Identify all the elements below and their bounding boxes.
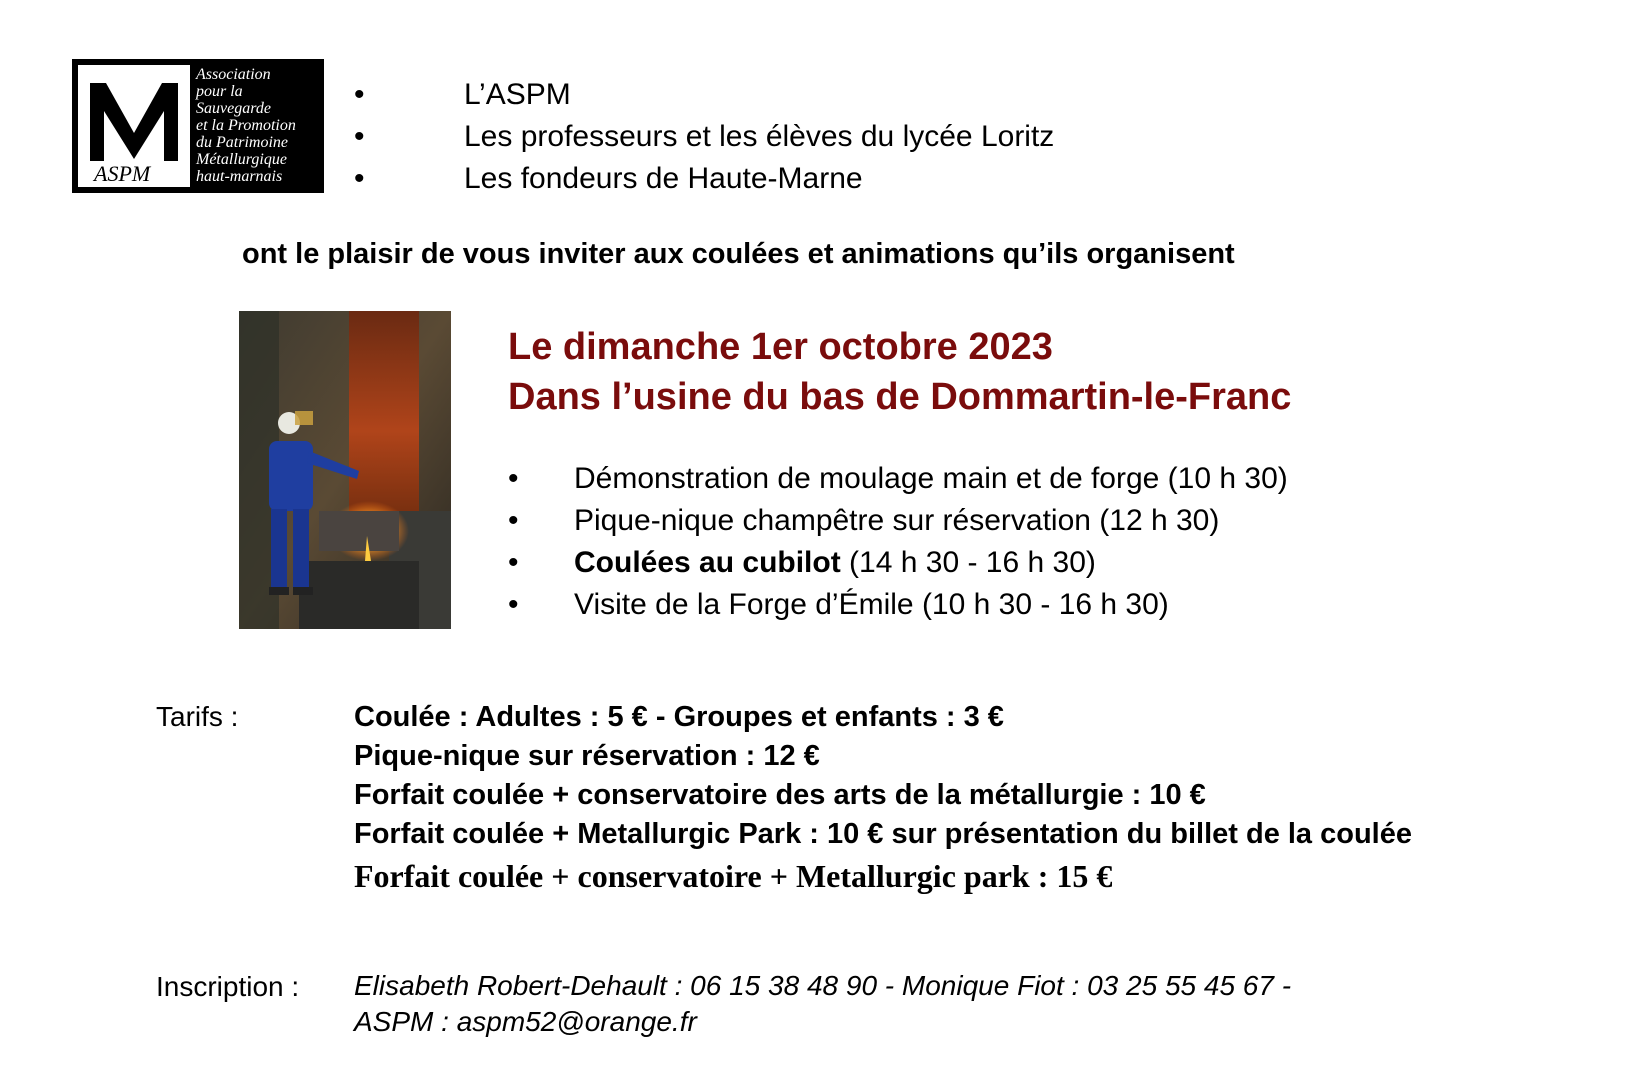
- tarif-line: Forfait coulée + Metallurgic Park : 10 € sur présentation du billet de la coulée: [354, 818, 1412, 850]
- activity-item: [508, 584, 1288, 626]
- event-heading: [508, 322, 1291, 422]
- event-place: Dans l’usine du bas de Dommartin-le-Franc: [508, 376, 1292, 418]
- bullet: •: [508, 462, 519, 495]
- inscription-line: Elisabeth Robert-Dehault : 06 15 38 48 90 - Monique Fiot : 03 25 55 45 67 -: [354, 970, 1292, 1001]
- activity-item: [508, 542, 1288, 584]
- activity-text: (14 h 30 - 16 h 30): [840, 546, 1096, 579]
- logo-line-4: et la Promotion: [196, 117, 296, 134]
- inscription-label: Inscription :: [156, 971, 300, 1002]
- activity-text: Visite de la Forge d’Émile (10 h 30 - 16 h 30): [574, 588, 1169, 621]
- organizer-item: [354, 116, 1054, 158]
- activity-text: Démonstration de moulage main et de forge (10 h 30): [574, 462, 1288, 495]
- logo-line-3: Sauvegarde: [196, 100, 271, 117]
- organizer-item: [354, 74, 1054, 116]
- organizers-list: [354, 74, 1054, 200]
- bullet: •: [508, 504, 519, 537]
- logo-line-6: Métallurgique: [196, 151, 287, 168]
- activities-list: [508, 458, 1288, 626]
- aspm-logo: [72, 59, 324, 193]
- activity-bold: Coulées au cubilot: [574, 546, 841, 579]
- organizer-text: L’ASPM: [464, 78, 571, 111]
- foundry-photo: [239, 311, 451, 629]
- organizer-item: [354, 158, 1054, 200]
- tarif-line: Forfait coulée + conservatoire + Metallurgic park : 15 €: [354, 858, 1113, 894]
- bullet: •: [354, 120, 365, 153]
- logo-line-2: pour la: [196, 83, 243, 100]
- activity-text: Pique-nique champêtre sur réservation (12 h 30): [574, 504, 1220, 537]
- organizer-text: Les fondeurs de Haute-Marne: [464, 162, 863, 195]
- logo-signature: ASPM: [94, 161, 151, 186]
- inscription-line: ASPM : aspm52@orange.fr: [354, 1006, 697, 1037]
- activity-item: [508, 500, 1288, 542]
- bullet: •: [354, 162, 365, 195]
- tarif-line: Forfait coulée + conservatoire des arts de la métallurgie : 10 €: [354, 779, 1206, 811]
- bullet: •: [354, 78, 365, 111]
- tarifs-label: Tarifs :: [156, 701, 239, 732]
- tarif-line: Pique-nique sur réservation : 12 €: [354, 740, 820, 772]
- logo-line-5: du Patrimoine: [196, 134, 288, 151]
- logo-line-7: haut-marnais: [196, 168, 283, 185]
- event-date: Le dimanche 1er octobre 2023: [508, 326, 1053, 368]
- logo-line-1: Association: [196, 66, 271, 83]
- tarif-line: Coulée : Adultes : 5 € - Groupes et enfants : 3 €: [354, 701, 1004, 733]
- bullet: •: [508, 546, 519, 579]
- inscription-contacts: [354, 968, 1291, 1040]
- activity-item: [508, 458, 1288, 500]
- bullet: •: [508, 588, 519, 621]
- tarifs-list: [354, 698, 1412, 898]
- invitation-text: ont le plaisir de vous inviter aux coulées et animations qu’ils organisent: [242, 238, 1235, 270]
- organizer-text: Les professeurs et les élèves du lycée Loritz: [464, 120, 1055, 153]
